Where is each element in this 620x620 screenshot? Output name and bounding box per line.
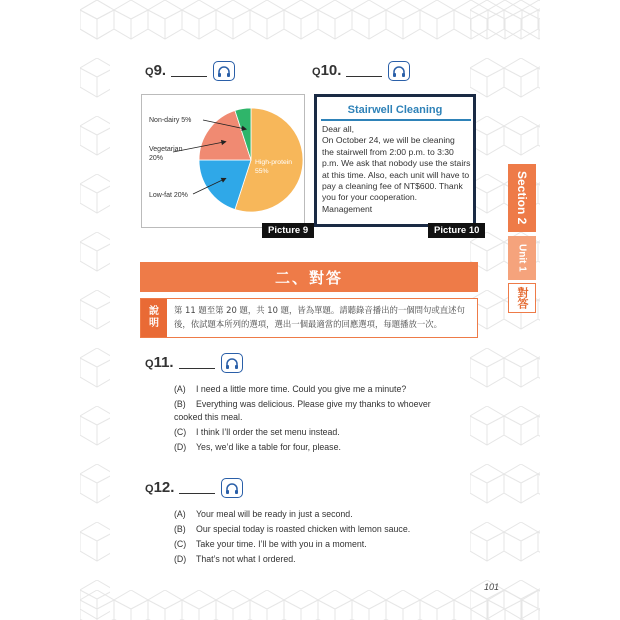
- instructions-line: 後，依試題本所列的選項，選出一個最適當的回應選項，每題播放一次。: [174, 319, 442, 329]
- label-high-protein: High-protein: [255, 159, 293, 166]
- page-number: 101: [484, 582, 500, 592]
- notice-line: you for your cooperation.: [322, 192, 418, 203]
- headphone-icon[interactable]: [221, 353, 243, 373]
- instructions-text: [174, 303, 474, 331]
- notice-line: On October 24, we will be cleaning: [322, 135, 455, 146]
- tab-section[interactable]: Section 2: [508, 164, 536, 232]
- question-11-header: [145, 353, 243, 373]
- notice-body: [322, 124, 474, 215]
- label-vegetarian-pct: 20%: [149, 155, 164, 162]
- instructions-box: [140, 298, 478, 338]
- question-9-label: Q9.: [145, 62, 167, 79]
- tag-char: 明: [149, 318, 159, 329]
- section-banner: [140, 262, 478, 292]
- option-a[interactable]: (A) I need a little more time. Could you give me a minute?: [174, 384, 407, 394]
- answer-blank-12[interactable]: [179, 482, 215, 494]
- notice-line: p.m. We ask that nobody use the stairs: [322, 158, 471, 169]
- notice-title: Stairwell Cleaning: [347, 104, 443, 116]
- cube-pattern-bottom: [80, 590, 540, 620]
- option-b[interactable]: (B) Everything was delicious. Please give my thanks to whoever: [174, 399, 431, 409]
- cube-pattern-left: [80, 0, 110, 620]
- answer-blank-9[interactable]: [171, 65, 207, 77]
- instructions-line: 第 11 題至第 20 題，共 10 題，皆為單題。請聽錄音播出的一個問句或直述句: [174, 305, 465, 315]
- section-title: 二、對答: [274, 268, 343, 287]
- option-a[interactable]: (A) Your meal will be ready in just a second.: [174, 509, 353, 519]
- picture-10-caption: Picture 10: [428, 223, 485, 238]
- question-12-label: Q12.: [145, 479, 175, 496]
- headphone-icon[interactable]: [388, 61, 410, 81]
- option-c[interactable]: (C) Take your time. I’ll be with you in a moment.: [174, 539, 367, 549]
- answer-blank-10[interactable]: [346, 65, 382, 77]
- notice-divider: [321, 119, 471, 121]
- notice-line: Management: [322, 203, 373, 214]
- notice-line: pay a cleaning fee of NT$600. Thank: [322, 181, 463, 192]
- notice-line: the stairwell from 2:00 p.m. to 3:30: [322, 146, 454, 157]
- question-12-header: [145, 478, 243, 498]
- notice-line: at this time. Also, each unit will have to: [322, 169, 470, 180]
- tab-topic[interactable]: 對答: [508, 283, 536, 313]
- tag-char: 說: [149, 306, 159, 317]
- option-c[interactable]: (C) I think I’ll order the set menu instead.: [174, 427, 340, 437]
- headphone-icon[interactable]: [213, 61, 235, 81]
- question-10-header: [312, 61, 410, 81]
- picture-9-caption: Picture 9: [262, 223, 314, 238]
- answer-blank-11[interactable]: [179, 357, 215, 369]
- question-11-label: Q11.: [145, 354, 174, 371]
- label-non-dairy: Non-dairy 5%: [149, 117, 192, 124]
- label-vegetarian: Vegetarian: [149, 146, 183, 153]
- headphone-icon[interactable]: [221, 478, 243, 498]
- option-b-continuation: cooked this meal.: [174, 412, 243, 422]
- label-high-protein-pct: 55%: [255, 168, 269, 175]
- instructions-tag: [141, 299, 167, 337]
- option-b[interactable]: (B) Our special today is roasted chicken with lemon sauce.: [174, 524, 411, 534]
- option-d[interactable]: (D) That’s not what I ordered.: [174, 554, 296, 564]
- stairwell-notice: [314, 94, 476, 227]
- question-10-label: Q10.: [312, 62, 342, 79]
- notice-line: Dear all,: [322, 124, 354, 134]
- label-low-fat: Low-fat 20%: [149, 192, 188, 199]
- tab-unit[interactable]: Unit 1: [508, 236, 536, 280]
- option-d[interactable]: (D) Yes, we’d like a table for four, please.: [174, 442, 341, 452]
- pie-chart: [141, 94, 305, 228]
- question-9-header: [145, 61, 235, 81]
- cube-pattern-top: [80, 0, 540, 40]
